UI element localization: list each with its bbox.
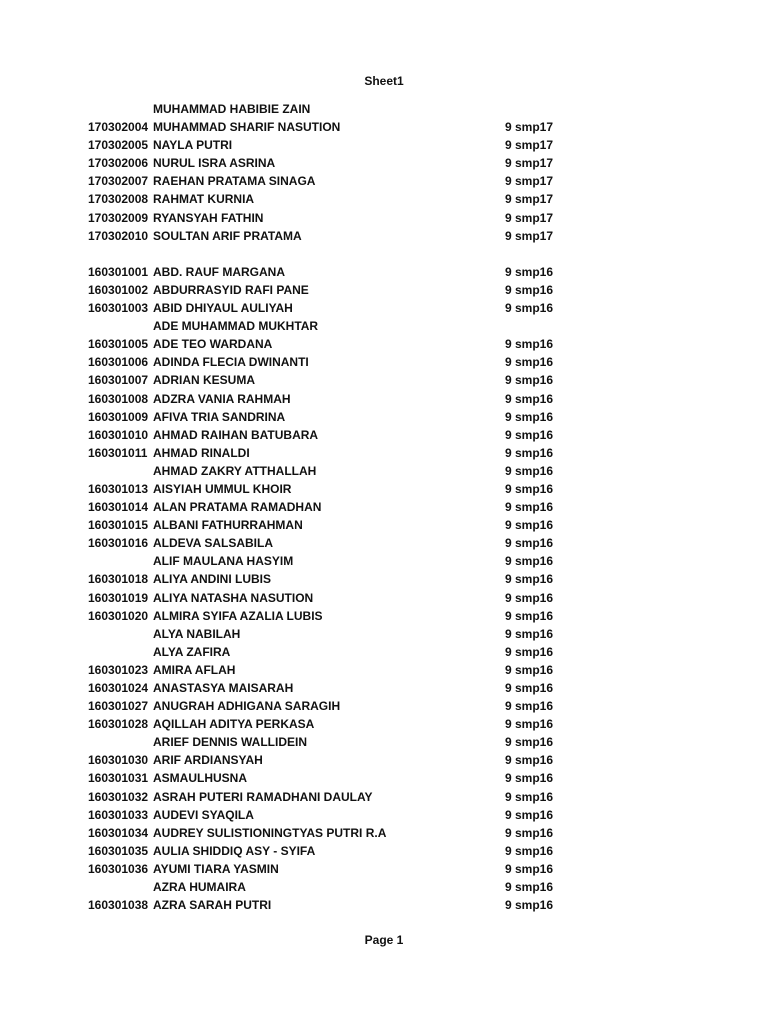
table-row — [0, 480, 768, 498]
student-name-cell: ALBANI FATHURRAHMAN — [153, 518, 303, 533]
student-id-cell: 160301014 — [88, 500, 149, 515]
table-row — [0, 281, 768, 299]
student-name-cell: ALIF MAULANA HASYIM — [153, 554, 294, 569]
class-cell: 9 smp16 — [505, 789, 554, 804]
student-id-cell: 160301032 — [88, 789, 149, 804]
student-name-cell: RAHMAT KURNIA — [153, 192, 255, 207]
student-name-cell: AYUMI TIARA YASMIN — [153, 861, 279, 876]
student-name-cell: ARIEF DENNIS WALLIDEIN — [153, 735, 308, 750]
table-row — [0, 769, 768, 787]
student-id-cell: 160301003 — [88, 301, 149, 316]
class-cell: 9 smp16 — [505, 699, 554, 714]
table-row — [0, 498, 768, 516]
class-cell: 9 smp16 — [505, 427, 554, 442]
table-row — [0, 516, 768, 534]
student-name-cell: AZRA HUMAIRA — [153, 880, 246, 895]
class-cell: 9 smp16 — [505, 662, 554, 677]
student-name-cell: ANUGRAH ADHIGANA SARAGIH — [153, 699, 341, 714]
student-name-cell: ANASTASYA MAISARAH — [153, 681, 294, 695]
class-cell: 9 smp16 — [505, 861, 554, 876]
student-name-cell: NAYLA PUTRI — [153, 138, 233, 153]
sheet-title: Sheet1 — [364, 74, 404, 88]
class-cell: 9 smp16 — [505, 337, 554, 352]
student-id-cell: 160301030 — [88, 753, 149, 768]
student-name-cell: AQILLAH ADITYA PERKASA — [153, 717, 315, 732]
table-row — [0, 878, 768, 896]
class-cell: 9 smp16 — [505, 681, 554, 695]
student-name-cell: ALYA ZAFIRA — [153, 644, 231, 659]
student-id-cell: 160301016 — [88, 536, 149, 551]
student-name-cell: AHMAD ZAKRY ATTHALLAH — [153, 463, 317, 478]
student-id-cell: 160301015 — [88, 518, 149, 533]
class-cell: 9 smp16 — [505, 572, 554, 587]
class-cell: 9 smp17 — [505, 156, 554, 171]
student-id-cell: 160301038 — [88, 898, 149, 913]
student-id-cell: 160301001 — [88, 264, 149, 279]
student-name-cell: ADE TEO WARDANA — [153, 337, 273, 352]
student-name-cell: ALIYA NATASHA NASUTION — [153, 590, 314, 605]
student-name-cell: RAEHAN PRATAMA SINAGA — [153, 174, 316, 189]
table-row — [0, 788, 768, 806]
student-id-cell: 160301033 — [88, 807, 149, 822]
table-row — [0, 534, 768, 552]
student-name-cell: MUHAMMAD HABIBIE ZAIN — [153, 102, 311, 116]
student-id-cell: 160301011 — [88, 445, 148, 460]
table-row — [0, 444, 768, 462]
student-name-cell: ALIYA ANDINI LUBIS — [153, 572, 272, 587]
student-name-cell: ARIF ARDIANSYAH — [153, 753, 263, 768]
table-row — [0, 353, 768, 371]
class-cell: 9 smp16 — [505, 518, 554, 533]
student-id-cell: 170302008 — [88, 192, 149, 207]
class-cell: 9 smp16 — [505, 282, 554, 297]
table-row — [0, 154, 768, 172]
table-row — [0, 100, 768, 118]
student-name-cell: ABDURRASYID RAFI PANE — [153, 282, 309, 297]
student-id-cell: 170302010 — [88, 228, 149, 243]
class-cell: 9 smp16 — [505, 771, 554, 786]
table-row — [0, 697, 768, 715]
class-cell: 9 smp16 — [505, 843, 554, 858]
student-id-cell: 160301018 — [88, 572, 149, 587]
student-name-cell: ADZRA VANIA RAHMAH — [153, 391, 291, 406]
student-id-cell: 160301020 — [88, 608, 149, 623]
class-cell: 9 smp16 — [505, 735, 554, 750]
class-cell: 9 smp16 — [505, 554, 554, 569]
class-cell: 9 smp16 — [505, 445, 554, 460]
student-id-cell: 160301013 — [88, 481, 149, 496]
student-id-cell: 170302007 — [88, 174, 149, 189]
student-id-cell: 160301035 — [88, 843, 149, 858]
table-row — [0, 589, 768, 607]
student-name-cell: AULIA SHIDDIQ ASY - SYIFA — [153, 843, 316, 858]
student-name-cell: ADRIAN KESUMA — [153, 373, 255, 388]
table-row — [0, 607, 768, 625]
student-id-cell: 160301019 — [88, 590, 149, 605]
student-id-cell: 160301009 — [88, 409, 149, 424]
student-id-cell: 160301028 — [88, 717, 149, 732]
student-name-cell: RYANSYAH FATHIN — [153, 210, 264, 225]
student-id-cell: 160301024 — [88, 681, 149, 695]
student-name-cell: NURUL ISRA ASRINA — [153, 156, 276, 171]
student-name-cell: AUDEVI SYAQILA — [153, 807, 254, 822]
student-id-cell: 170302005 — [88, 138, 149, 153]
table-row — [0, 896, 768, 914]
student-name-cell: ALAN PRATAMA RAMADHAN — [153, 500, 322, 515]
class-cell: 9 smp16 — [505, 717, 554, 732]
table-row — [0, 661, 768, 679]
student-id-cell: 170302006 — [88, 156, 149, 171]
table-row — [0, 190, 768, 208]
student-name-cell: ABD. RAUF MARGANA — [153, 264, 285, 279]
student-id-cell: 160301036 — [88, 861, 149, 876]
table-row — [0, 371, 768, 389]
blank-row — [0, 245, 768, 263]
table-row — [0, 751, 768, 769]
student-id-cell: 160301008 — [88, 391, 149, 406]
class-cell: 9 smp17 — [505, 120, 554, 135]
table-row — [0, 172, 768, 190]
table-row — [0, 643, 768, 661]
table-row — [0, 227, 768, 245]
table-row — [0, 824, 768, 842]
student-id-cell: 160301005 — [88, 337, 149, 352]
student-id-cell: 160301023 — [88, 662, 149, 677]
page-number: Page 1 — [364, 933, 404, 947]
class-cell: 9 smp16 — [505, 264, 554, 279]
student-id-cell: 170302009 — [88, 210, 149, 225]
table-row — [0, 860, 768, 878]
class-cell: 9 smp16 — [505, 391, 554, 406]
class-cell: 9 smp16 — [505, 301, 554, 316]
class-cell: 9 smp17 — [505, 138, 554, 153]
student-id-cell: 170302004 — [88, 120, 149, 135]
student-id-cell: 160301006 — [88, 355, 149, 370]
table-row — [0, 806, 768, 824]
student-name-cell: AUDREY SULISTIONINGTYAS PUTRI R.A — [153, 825, 387, 840]
table-row — [0, 552, 768, 570]
class-cell: 9 smp16 — [505, 608, 554, 623]
class-cell: 9 smp16 — [505, 500, 554, 515]
table-row — [0, 408, 768, 426]
student-name-cell: AFIVA TRIA SANDRINA — [153, 409, 286, 424]
table-row — [0, 715, 768, 733]
class-cell: 9 smp16 — [505, 644, 554, 659]
student-name-cell: AZRA SARAH PUTRI — [153, 898, 272, 913]
student-name-cell: ADE MUHAMMAD MUKHTAR — [153, 319, 319, 334]
student-id-cell: 160301031 — [88, 771, 149, 786]
student-name-cell: ALMIRA SYIFA AZALIA LUBIS — [153, 608, 323, 623]
class-cell: 9 smp16 — [505, 898, 554, 913]
student-list — [0, 100, 768, 914]
table-row — [0, 679, 768, 697]
table-row — [0, 299, 768, 317]
table-row — [0, 426, 768, 444]
student-name-cell: ASRAH PUTERI RAMADHANI DAULAY — [153, 789, 373, 804]
class-cell: 9 smp16 — [505, 481, 554, 496]
class-cell: 9 smp16 — [505, 807, 554, 822]
class-cell: 9 smp16 — [505, 753, 554, 768]
student-id-cell: 160301002 — [88, 282, 149, 297]
table-row — [0, 462, 768, 480]
table-row — [0, 263, 768, 281]
table-row — [0, 335, 768, 353]
student-name-cell: ADINDA FLECIA DWINANTI — [153, 355, 309, 370]
student-id-cell: 160301034 — [88, 825, 149, 840]
student-id-cell: 160301007 — [88, 373, 149, 388]
student-name-cell: MUHAMMAD SHARIF NASUTION — [153, 120, 341, 135]
class-cell: 9 smp17 — [505, 210, 554, 225]
student-id-cell: 160301027 — [88, 699, 149, 714]
class-cell: 9 smp16 — [505, 463, 554, 478]
class-cell: 9 smp16 — [505, 409, 554, 424]
student-name-cell: ASMAULHUSNA — [153, 771, 247, 786]
class-cell: 9 smp16 — [505, 373, 554, 388]
student-name-cell: ABID DHIYAUL AULIYAH — [153, 301, 293, 316]
student-name-cell: ALDEVA SALSABILA — [153, 536, 273, 551]
table-row — [0, 733, 768, 751]
student-name-cell: AHMAD RINALDI — [153, 445, 250, 460]
student-name-cell: AISYIAH UMMUL KHOIR — [153, 481, 292, 496]
table-row — [0, 118, 768, 136]
class-cell: 9 smp16 — [505, 355, 554, 370]
class-cell: 9 smp17 — [505, 174, 554, 189]
table-row — [0, 570, 768, 588]
class-cell: 9 smp17 — [505, 228, 554, 243]
student-name-cell: SOULTAN ARIF PRATAMA — [153, 228, 302, 243]
table-row — [0, 209, 768, 227]
class-cell: 9 smp16 — [505, 590, 554, 605]
class-cell: 9 smp16 — [505, 880, 554, 895]
student-name-cell: ALYA NABILAH — [153, 626, 241, 641]
class-cell: 9 smp16 — [505, 536, 554, 551]
student-id-cell: 160301010 — [88, 427, 149, 442]
table-row — [0, 136, 768, 154]
student-name-cell: AMIRA AFLAH — [153, 662, 236, 677]
table-row — [0, 390, 768, 408]
class-cell: 9 smp16 — [505, 626, 554, 641]
table-row — [0, 625, 768, 643]
student-name-cell: AHMAD RAIHAN BATUBARA — [153, 427, 319, 442]
table-row — [0, 842, 768, 860]
class-cell: 9 smp16 — [505, 825, 554, 840]
table-row — [0, 317, 768, 335]
class-cell: 9 smp17 — [505, 192, 554, 207]
